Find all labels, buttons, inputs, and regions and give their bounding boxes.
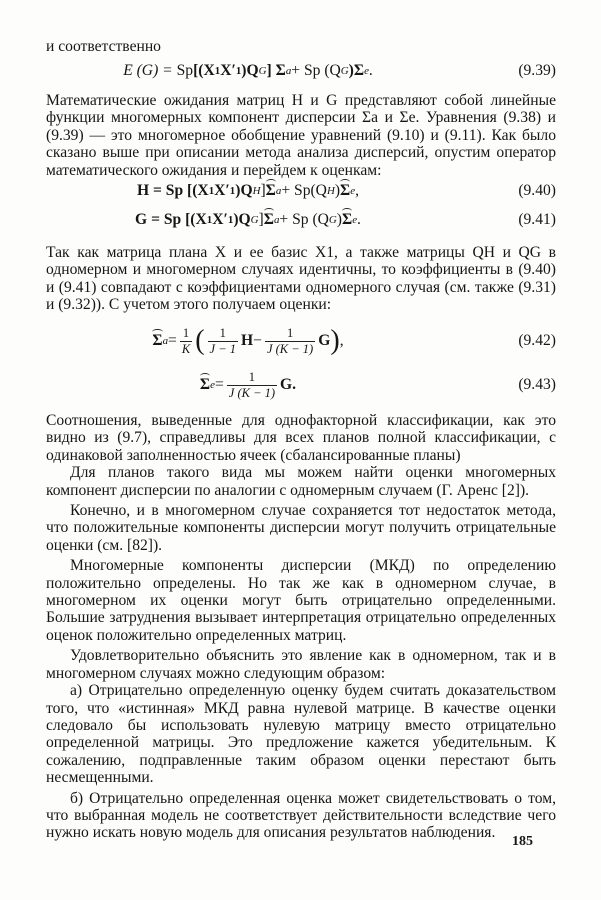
eq941-subG: G [250,214,259,226]
equation-number-9-43: (9.43) [518,376,556,393]
eq942-H: H [241,332,254,349]
eq942-f1-den: K [181,341,191,356]
eq942-f2-num: 1 [219,325,226,340]
eq943-num: 1 [248,369,256,384]
eq942-comma: , [339,332,344,349]
eq939-bracket: ] Σ [266,62,286,79]
eq940-c: )Q [235,182,253,199]
equation-9-41 [0,209,556,231]
eq939-plus: + Sp (Q [291,62,341,79]
eq942-suba: a [162,335,169,347]
eq941-d: ] [258,211,264,228]
equation-9-39-body [0,62,496,80]
eq939-suba: a [285,65,292,77]
eq940-sub1: 1 [208,185,215,197]
eq942-f2-den: J − 1 [209,341,236,356]
eq941-suba: a [273,214,280,226]
eq941-sigma-hat-e: Σ [342,211,353,228]
eq941-subG2: G [328,214,337,226]
eq941-e: + Sp (Q [279,211,329,228]
paragraph-2: Так как матрица плана X и ее базис X1, а также матрицы QH и QG в одномерном и многомерном случаях идентичны, то коэффициенты в (9.40) и (9.41) совпадают с коэффициентами одномерного случая (см. также (9.31) и (9.32)). С учетом этого получаем оценки: [46,244,556,314]
paragraph-8: а) Отрицательно определенную оценку будем считать доказательством того, что «истинная» МКД равна нулевой матрице. В качестве оценки следовало бы использовать нулевую матрицу вместо отрицательно определенной матрицы. Это предложение кажется убедительным. К сожалению, подправленные таким образом оценки перестают быть несмещенными. [46,682,556,787]
eq941-sube: e [352,214,358,226]
body-text-block [46,412,556,842]
equation-9-43 [0,366,556,404]
eq939-sub1b: 1 [235,65,242,77]
eq940-subH2: H [326,185,335,197]
eq940-b: X′ [214,182,230,199]
eq942-frac-2 [208,326,238,357]
eq939-x1t: X′ [220,62,236,79]
eq941-sigma-hat-a: Σ [263,211,274,228]
paragraph-1: Математические ожидания матриц H и G представляют собой линейные функции многомерных компонент дисперсии Σa и Σe. Уравнения (9.38) и (9.39) — это многомерное обобщение уравнений (9.10) и (9.11). Как было сказано выше при описании метода анализа дисперсий, опустим оператор математического ожидания и перейдем к оценкам: [46,92,556,179]
eq943-sigma-hat: Σ [199,376,211,393]
paragraph-5: Конечно, и в многомерном случае сохраняется тот недостаток метода, что положительные компоненты дисперсии могут получить отрицательные оценки (см. [82]). [46,502,556,554]
eq942-frac-3 [265,326,315,357]
paragraph-3: Соотношения, выведенные для однофакторной классификации, как это видно из (9.7), справедливы для всех планов полной классификации, с одинаковой заполненностью ячеек (сбалансированные планы) [46,412,556,464]
equation-9-40 [0,180,556,202]
equation-number-9-40: (9.40) [518,182,556,199]
equation-9-39 [0,60,556,82]
paragraph-6: Многомерные компоненты дисперсии (МКД) по определению положительно определены. Но так же как в одномерном случае, в многомерном их оценки могут быть отрицательно определенными. Большие затруднения вызывает интерпретация отрицательно определенных оценок положительно определенных матриц. [46,557,556,644]
eq942-f1-num: 1 [182,325,190,340]
eq939-dot: . [368,62,373,79]
equation-number-9-42: (9.42) [518,332,556,349]
eq942-f3-num: 1 [286,325,294,340]
eq941-c: )Q [233,211,251,228]
eq940-sube: e [350,185,356,197]
eq943-frac [227,370,277,401]
eq941-sub1b: 1 [227,214,234,226]
eq942-right-paren: ) [330,325,340,356]
eq939-lhs: E (G) = [123,62,173,79]
eq939-sp: Sp [176,62,194,79]
eq941-dot: . [357,211,361,228]
eq940-sigma-hat-e: Σ [340,182,351,199]
eq943-equals: = [214,376,224,393]
eq941-f: ) [336,211,342,228]
equation-9-42-body [0,326,496,357]
lead-text: и соответственно [46,38,161,55]
eq941-sub1: 1 [206,214,213,226]
eq942-G: G [318,332,331,349]
equation-9-40-body [0,182,496,200]
eq940-suba: a [275,185,282,197]
equation-number-9-41: (9.41) [518,211,556,228]
paragraph-7: Удовлетворительно объяснить это явление как в одномерном, так и в многомерном случаях можно следующим образом: [46,647,556,682]
eq942-sigma-hat: Σ [152,332,163,349]
eq942-f3-den: J (K − 1) [266,341,314,356]
eq940-f: ) [334,182,341,199]
eq940-e: + Sp(Q [281,182,327,199]
eq942-left-paren: ( [195,325,205,356]
equation-number-9-39: (9.39) [518,62,556,79]
eq943-sube: e [210,379,215,391]
eq942-frac-1 [180,326,192,357]
eq941-b: X′ [212,211,228,228]
eq940-comma: , [355,182,359,199]
eq939-sub1: 1 [214,65,221,77]
eq940-sub1b: 1 [229,185,236,197]
eq940-sigma-hat-a: Σ [265,182,276,199]
eq939-sube: e [364,65,369,77]
eq939-subG: G [258,65,267,77]
equation-9-43-body [0,370,496,401]
eq943-den: J (K − 1) [228,385,276,400]
equation-9-41-body [0,211,496,229]
page-number: 185 [512,834,533,849]
eq939-close: )Q [241,62,259,79]
eq940-d: ] [260,182,266,199]
eq939-tail: )Σ [348,62,365,79]
eq942-equals: = [168,332,177,349]
eq939-a: [(X [193,62,215,79]
eq943-G: G. [280,376,297,393]
eq940-subH: H [252,185,261,197]
eq941-a: G = Sp [(X [135,211,207,228]
equation-9-42 [0,322,556,360]
eq940-a: H = Sp [(X [136,182,209,199]
paragraph-9: б) Отрицательно определенная оценка может свидетельствовать о том, что выбранная модель не соответствует действительности вследствие чего нужно искать новую модель для описания результатов наблюдения. [46,789,556,842]
paragraph-4: Для планов такого вида мы можем найти оценки многомерных компонент дисперсии по аналогии с одномерным случаем (Г. Аренс [2]). [46,464,556,499]
eq942-minus: − [253,332,262,349]
eq939-subG2: G [340,65,349,77]
